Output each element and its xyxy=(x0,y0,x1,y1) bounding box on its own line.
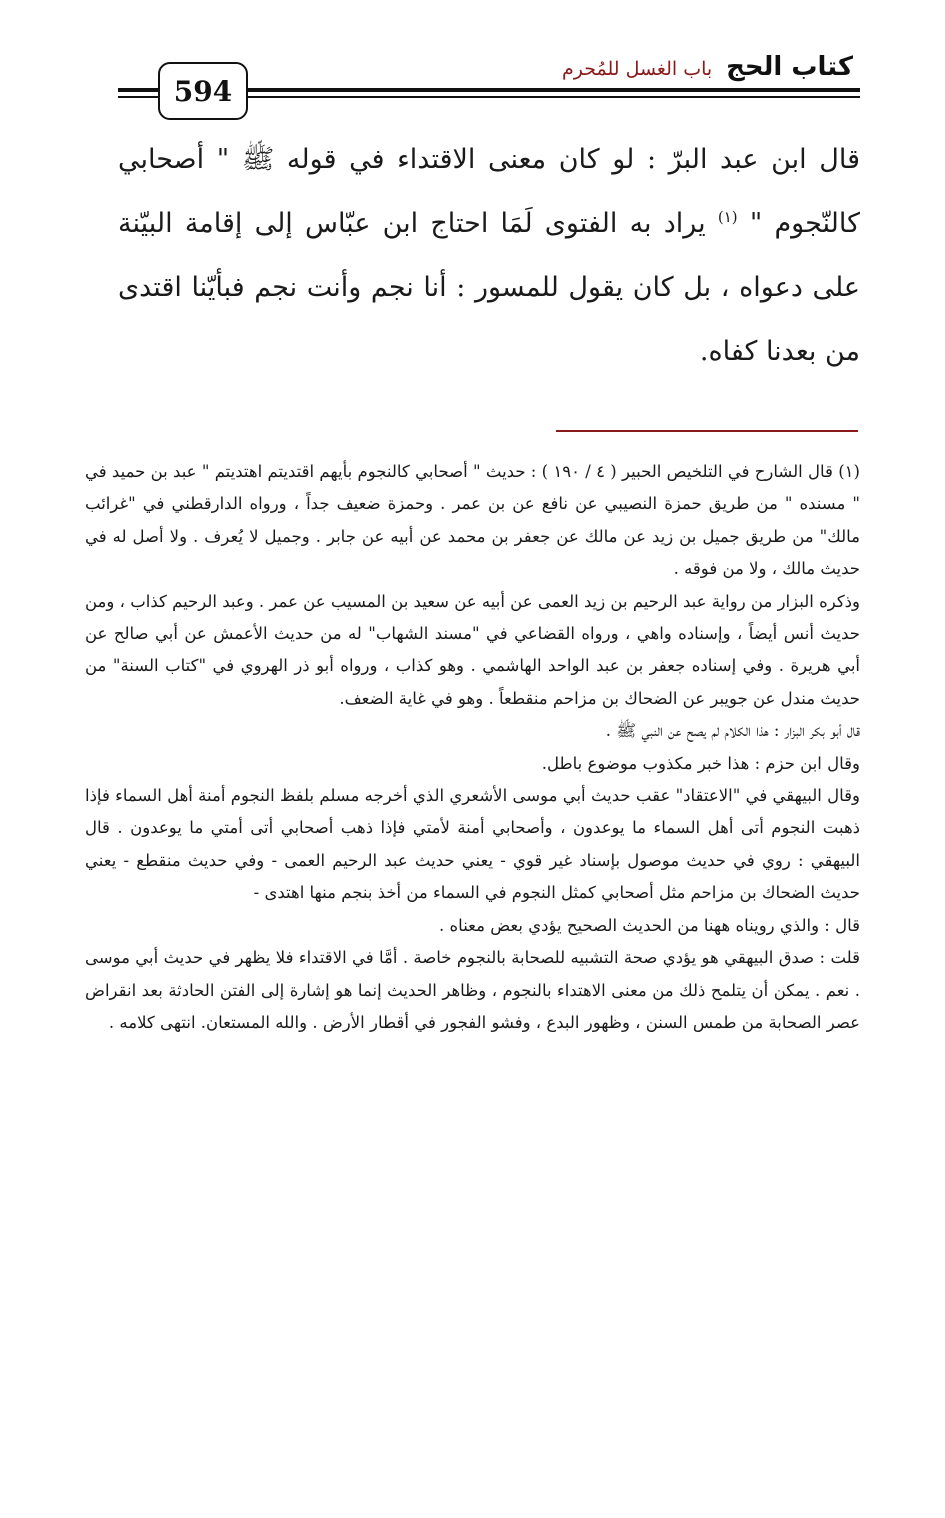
footnote-paragraph: وذكره البزار من رواية عبد الرحيم بن زيد العمى عن أبيه عن سعيد بن المسيب عن عمر . وعبد الرحيم كذاب ، ومن حديث أنس أيضاً ، وإسناده واهي ، ورواه القضاعي في "مسند الشهاب" له من حديث الأعمش عن أبي صالح عن أبي هريرة . وفي إسناده جعفر بن عبد الواحد الهاشمي . وهو كذاب ، ورواه أبو ذر الهروي في "كتاب السنة" من حديث مندل عن جويبر عن الضحاك بن مزاحم منقطعاً . وهو في غاية الضعف. xyxy=(85,591,860,708)
main-text xyxy=(118,128,860,384)
main-paragraph-part1: قال ابن عبد البرّ : لو كان معنى الاقتداء في قوله ﷺ " أصحابي كالنّجوم " xyxy=(118,144,860,239)
footnote-paragraph: قال أبو بكر البزار : هذا الكلام لم يصح عن النبي ﷺ . xyxy=(605,721,860,741)
page-header xyxy=(0,0,945,130)
main-paragraph xyxy=(118,128,860,384)
book-title: كتاب الحج xyxy=(726,52,853,82)
page-number: 594 xyxy=(158,62,248,120)
footnote-paragraph: وقال البيهقي في "الاعتقاد" عقب حديث أبي موسى الأشعري الذي أخرجه مسلم بلفظ النجوم أمنة أهل السماء فإذا ذهبت النجوم أتى أهل السماء ما يوعدون ، وأصحابي أمنة لأمتي فإذا ذهب أصحابي أتى أمتي ما يوعدون . قال البيهقي : روي في حديث موصول بإسناد غير قوي - يعني حديث عبد الرحيم العمى - وفي حديث منقطع - يعني حديث الضحاك بن مزاحم مثل أصحابي كمثل النجوم في السماء من أخذ بنجم منها اهتدى - xyxy=(85,786,860,903)
footnote-separator xyxy=(556,430,858,432)
footnote-paragraph: وقال ابن حزم : هذا خبر مكذوب موضوع باطل. xyxy=(541,753,860,773)
running-head xyxy=(562,52,853,82)
footnote-paragraph: (١) قال الشارح في التلخيص الحبير ( ٤ / ١٩٠ ) : حديث " أصحابي كالنجوم بأيهم اقتديتم اهتديتم " عبد بن حميد في " مسنده " من طريق حمزة النصيبي عن نافع عن بن عمر . وحمزة ضعيف جداً ، ورواه الدارقطني في "غرائب مالك" من طريق جميل بن زيد عن مالك عن جعفر بن محمد عن أبيه عن جابر . وجميل لا يُعرف . ولا أصل له في حديث مالك ، ولا من فوقه . xyxy=(85,462,860,579)
main-paragraph-part2: يراد به الفتوى لَمَا احتاج ابن عبّاس إلى إقامة البيّنة على دعواه ، بل كان يقول للمسور : أنا نجم وأنت نجم فبأيّنا اقتدى من بعدنا كفاه. xyxy=(118,208,860,367)
footnotes xyxy=(85,456,860,1039)
footnote-paragraph: قال : والذي رويناه ههنا من الحديث الصحيح يؤدي بعض معناه . xyxy=(439,915,860,935)
chapter-title: باب الغسل للمُحرم xyxy=(561,58,713,80)
footnote-reference[interactable]: (١) xyxy=(717,208,738,226)
footnote-paragraph: قلت : صدق البيهقي هو يؤدي صحة التشبيه للصحابة بالنجوم خاصة . أمَّا في الاقتداء فلا يظهر في حديث أبي موسى . نعم . يمكن أن يتلمح ذلك من معنى الاهتداء بالنجوم ، وظاهر الحديث إنما هو إشارة إلى الفتن الحادثة بعد انقراض عصر الصحابة من طمس السنن ، وظهور البدع ، وفشو الفجور في أقطار الأرض . والله المستعان. انتهى كلامه . xyxy=(85,948,860,1032)
